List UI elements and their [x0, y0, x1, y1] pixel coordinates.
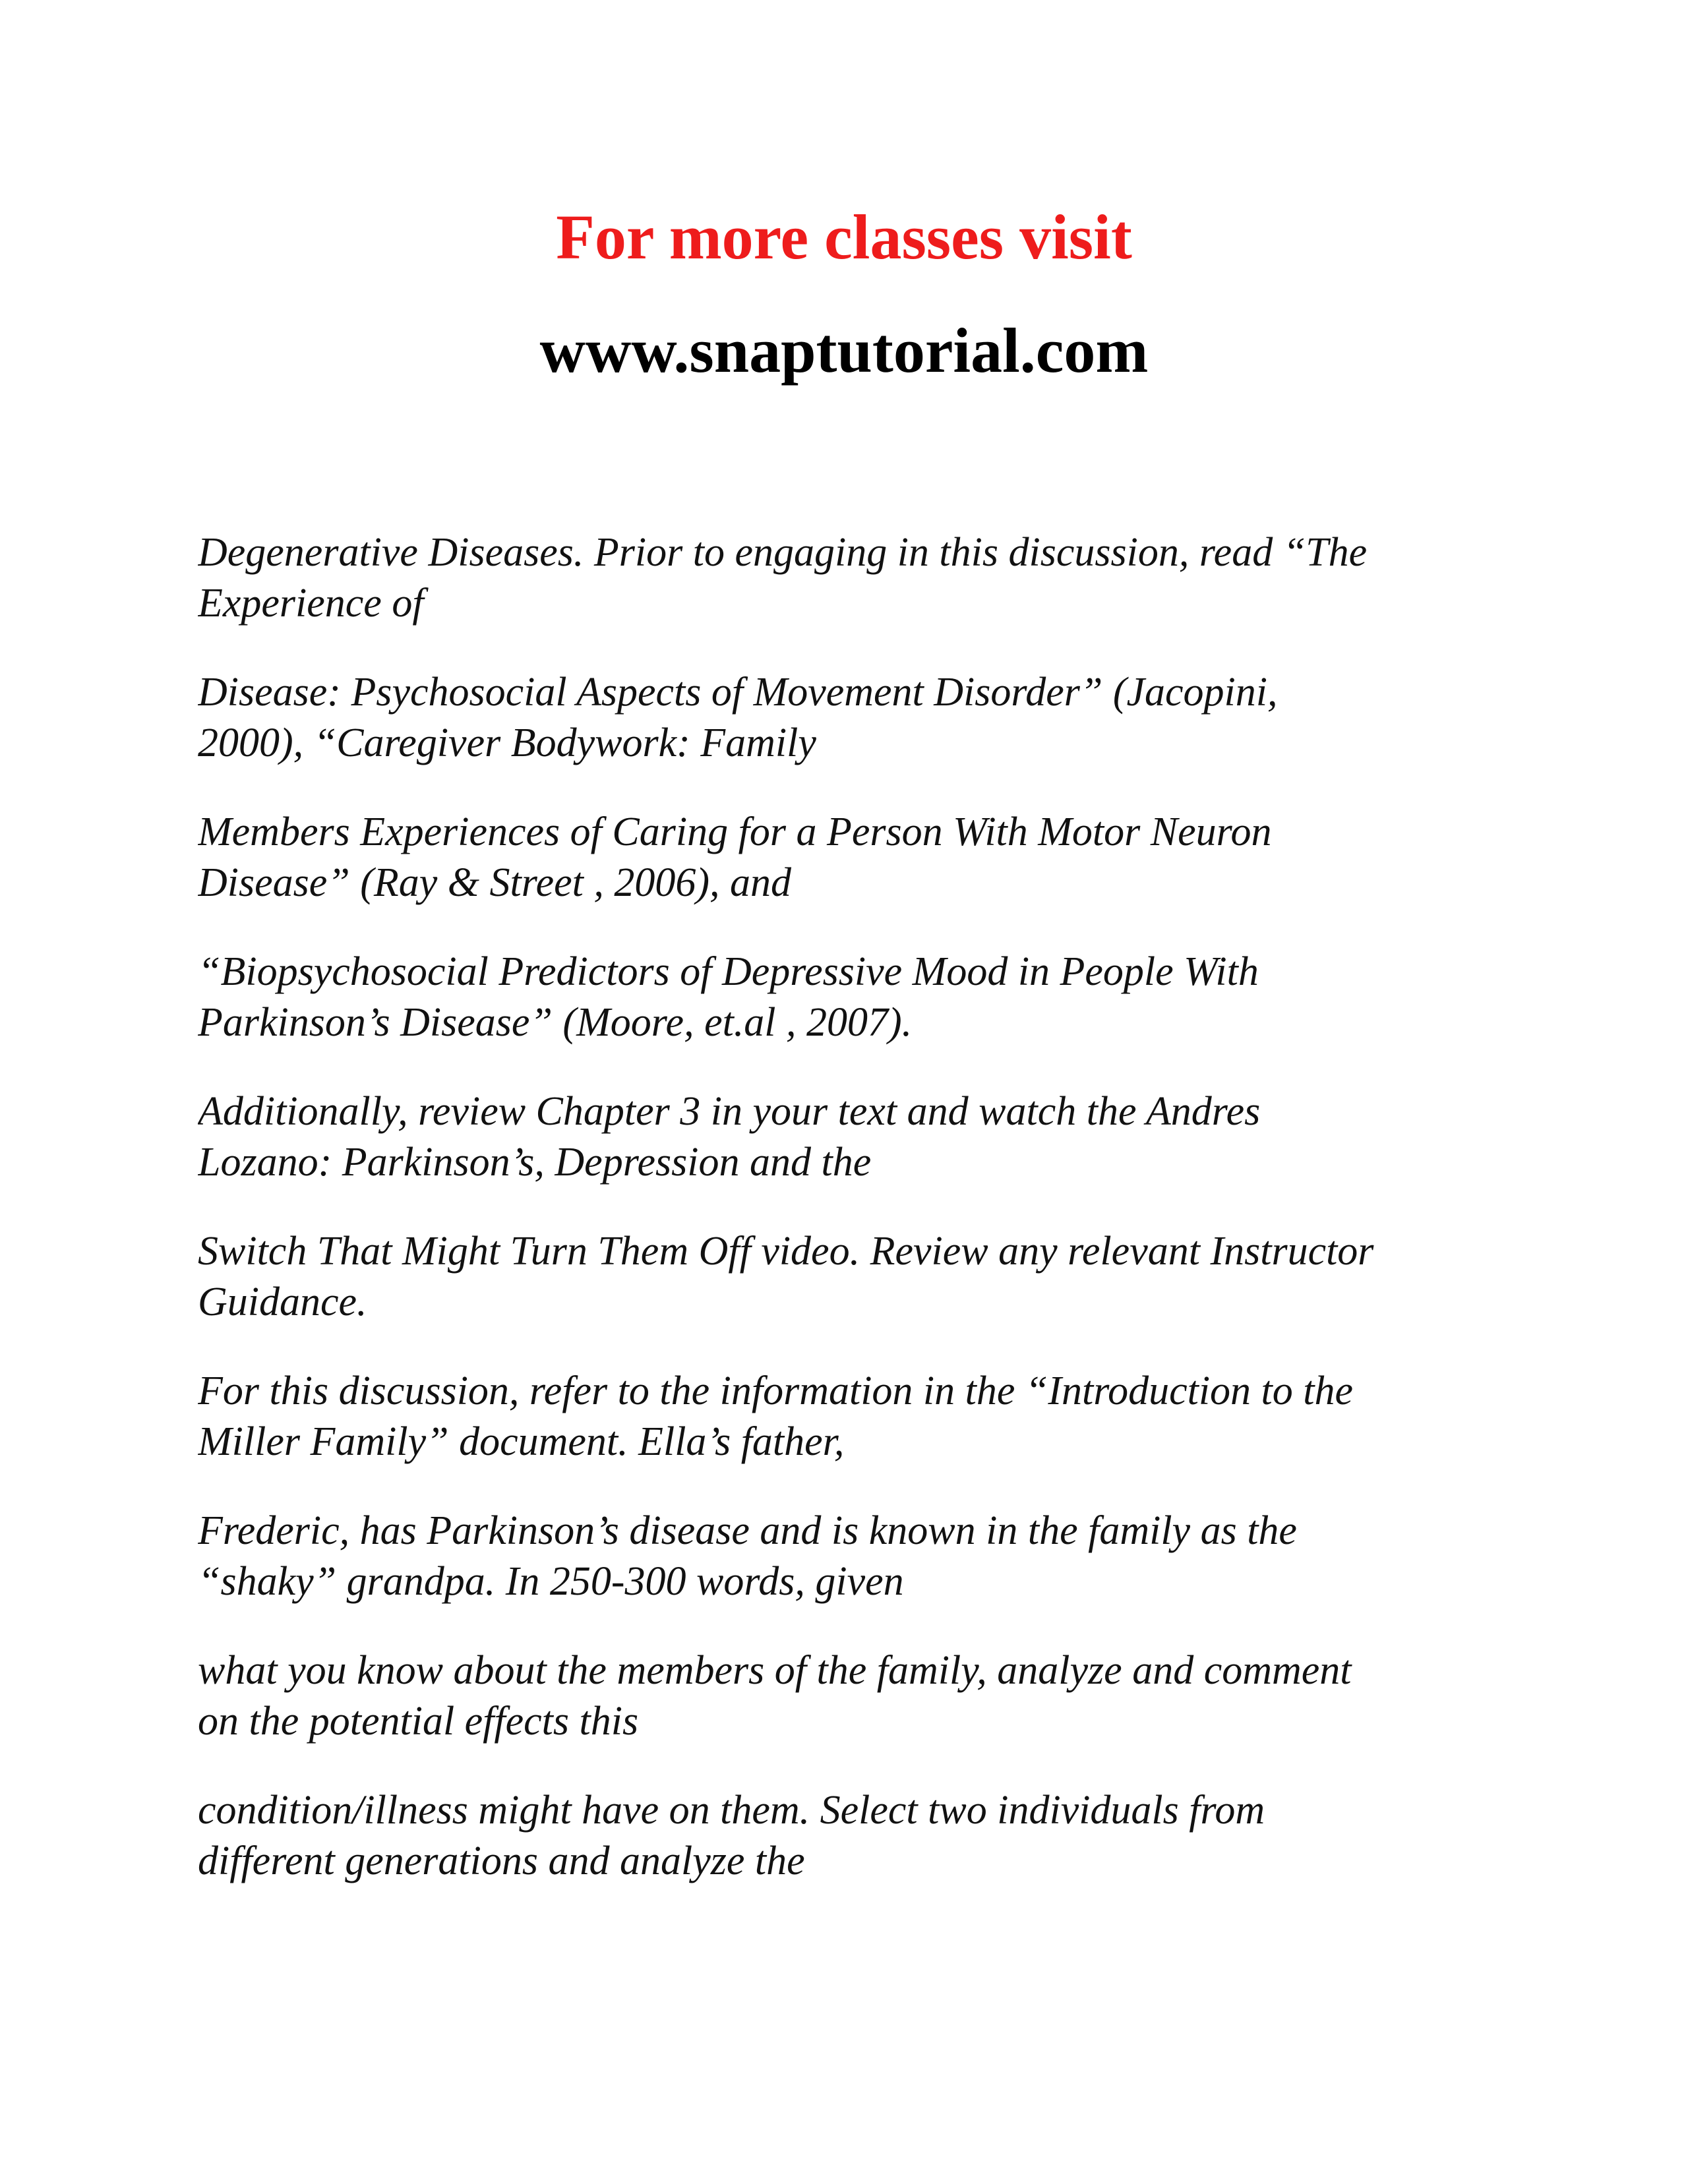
text-line: Parkinson’s Disease” (Moore, et.al , 2007). — [198, 1000, 913, 1045]
website-heading: www.snaptutorial.com — [539, 315, 1149, 386]
paragraph — [198, 1785, 1517, 1887]
assignment-body — [198, 527, 1517, 1925]
text-line: Members Experiences of Caring for a Person With Motor Neuron — [198, 810, 1272, 854]
text-line: “shaky” grandpa. In 250-300 words, given — [198, 1559, 904, 1604]
text-line: Additionally, review Chapter 3 in your text and watch the Andres — [198, 1089, 1261, 1134]
text-line: “Biopsychosocial Predictors of Depressive Mood in People With — [198, 949, 1259, 994]
paragraph — [198, 1366, 1517, 1467]
text-line: what you know about the members of the family, analyze and comment — [198, 1648, 1352, 1693]
text-line: Degenerative Diseases. Prior to engaging in this discussion, read “The — [198, 530, 1368, 575]
text-line: different generations and analyze the — [198, 1839, 805, 1883]
promo-heading: For more classes visit — [556, 202, 1132, 272]
paragraph — [198, 667, 1517, 769]
paragraph — [198, 527, 1517, 629]
text-line: Experience of — [198, 581, 424, 626]
paragraph — [198, 1226, 1517, 1328]
paragraph — [198, 1645, 1517, 1747]
paragraph — [198, 1086, 1517, 1188]
paragraph — [198, 1506, 1517, 1607]
paragraph — [198, 807, 1517, 908]
text-line: condition/illness might have on them. Select two individuals from — [198, 1788, 1265, 1833]
paragraph — [198, 947, 1517, 1048]
text-line: Miller Family” document. Ella’s father, — [198, 1419, 845, 1464]
text-line: For this discussion, refer to the information in the “Introduction to the — [198, 1369, 1354, 1413]
text-line: Disease” (Ray & Street , 2006), and — [198, 860, 791, 905]
text-line: Guidance. — [198, 1280, 367, 1324]
text-line: 2000), “Caregiver Bodywork: Family — [198, 721, 816, 765]
text-line: Switch That Might Turn Them Off video. Review any relevant Instructor — [198, 1229, 1374, 1274]
text-line: on the potential effects this — [198, 1699, 639, 1744]
text-line: Disease: Psychosocial Aspects of Movement Disorder” (Jacopini, — [198, 670, 1278, 715]
text-line: Frederic, has Parkinson’s disease and is known in the family as the — [198, 1508, 1297, 1553]
text-line: Lozano: Parkinson’s, Depression and the — [198, 1140, 872, 1185]
